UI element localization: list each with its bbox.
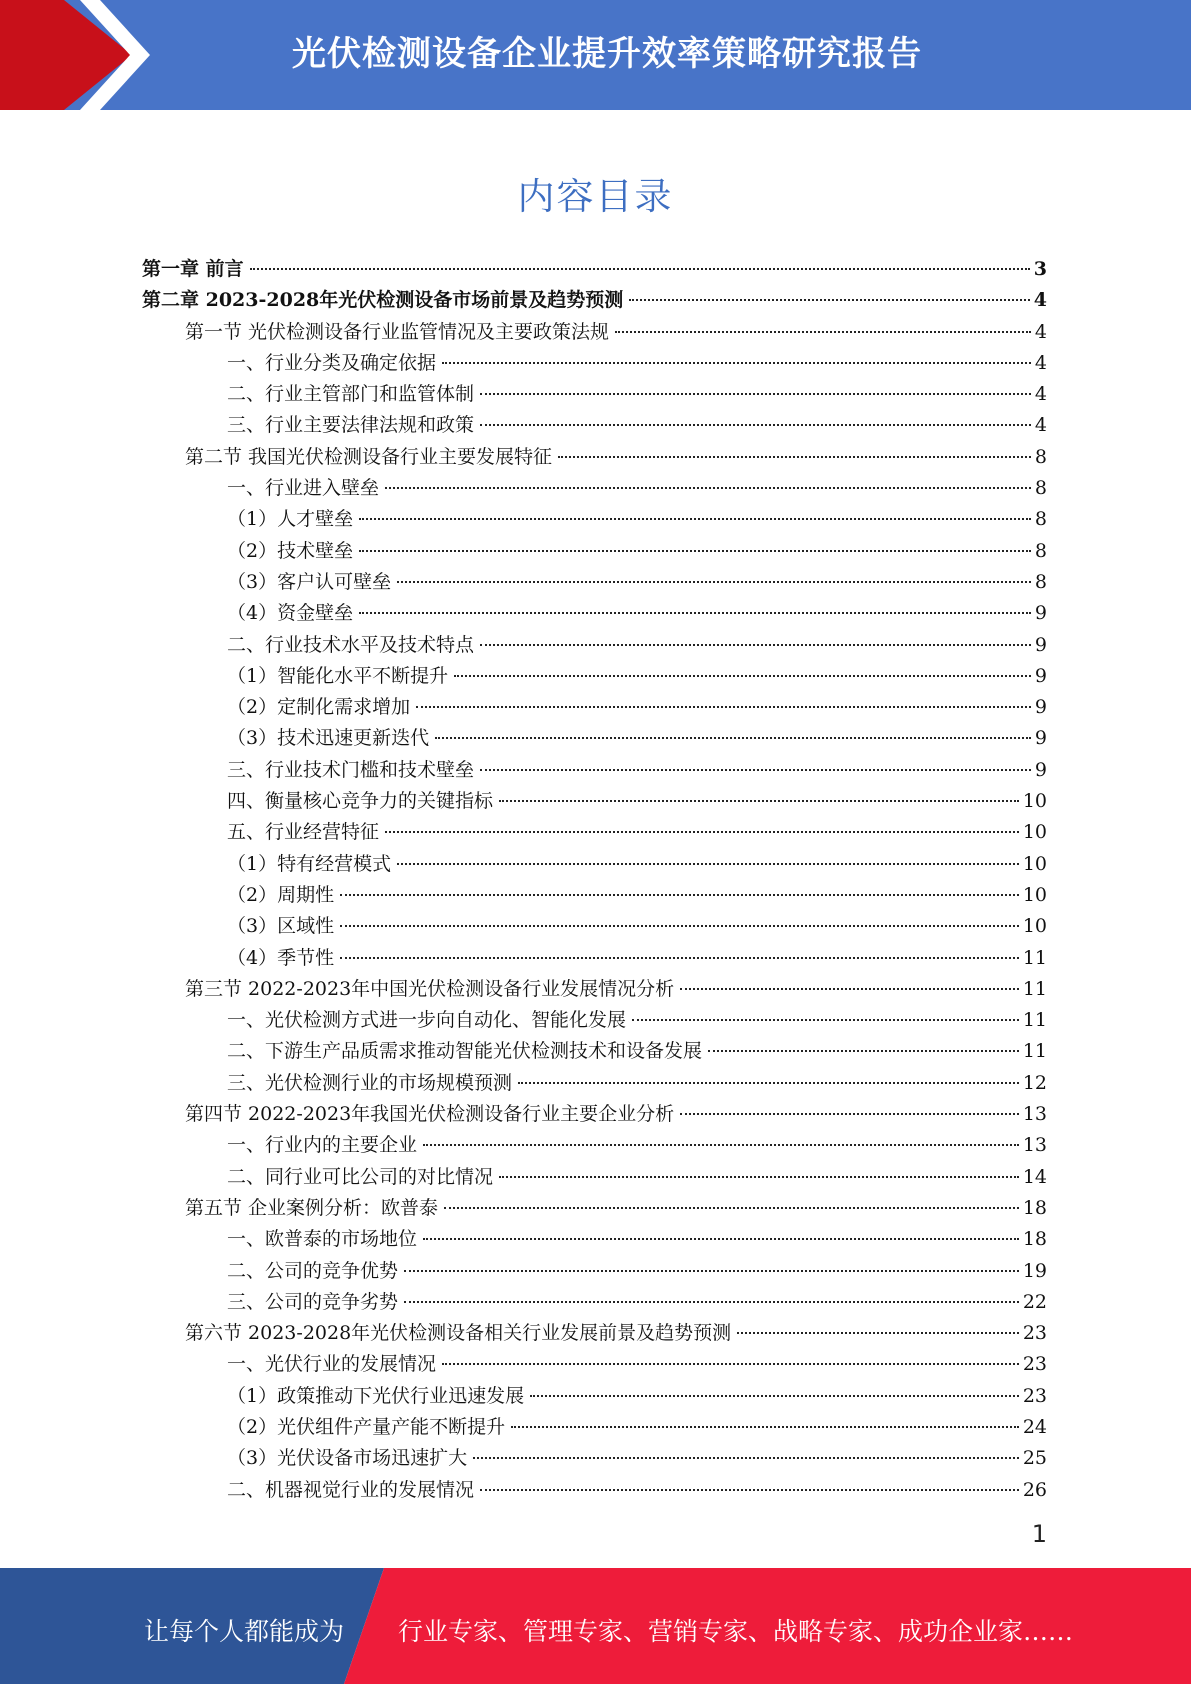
toc-entry[interactable] (0, 348, 1047, 379)
toc-dot-leader (632, 1018, 1019, 1021)
toc-entry[interactable] (0, 1287, 1047, 1318)
toc-entry[interactable] (0, 1475, 1047, 1506)
toc-dot-leader (340, 893, 1019, 896)
toc-entry[interactable] (0, 504, 1047, 535)
toc-entry-label: 一、欧普泰的市场地位 (227, 1228, 418, 1251)
toc-entry-label: （2）技术壁垒 (227, 539, 354, 562)
toc-entry[interactable] (0, 943, 1047, 974)
toc-entry-page: 9 (1034, 633, 1047, 656)
toc-entry-label: 一、光伏检测方式进一步向自动化、智能化发展 (227, 1009, 627, 1032)
toc-entry[interactable] (0, 1068, 1047, 1099)
toc-entry[interactable] (0, 1443, 1047, 1474)
toc-entry-page: 4 (1034, 414, 1047, 437)
toc-dot-leader (615, 330, 1031, 333)
toc-entry-page: 9 (1034, 696, 1047, 719)
toc-entry[interactable] (0, 661, 1047, 692)
toc-entry[interactable] (0, 1130, 1047, 1161)
toc-entry[interactable] (0, 880, 1047, 911)
toc-entry-page: 11 (1022, 1009, 1047, 1032)
toc-entry-page: 23 (1022, 1353, 1047, 1376)
toc-dot-leader (404, 1300, 1019, 1303)
toc-entry-label: （3）光伏设备市场迅速扩大 (227, 1447, 468, 1470)
toc-entry[interactable] (0, 598, 1047, 629)
toc-dot-leader (480, 423, 1031, 426)
toc-entry-page: 10 (1022, 915, 1047, 938)
toc-entry-label: （3）区域性 (227, 915, 335, 938)
toc-entry[interactable] (0, 442, 1047, 473)
toc-entry-label: 一、光伏行业的发展情况 (227, 1353, 437, 1376)
report-title: 光伏检测设备企业提升效率策略研究报告 (292, 34, 922, 74)
toc-entry-page: 10 (1022, 821, 1047, 844)
toc-entry-page: 9 (1034, 727, 1047, 750)
toc-entry-page: 11 (1022, 1040, 1047, 1063)
toc-entry-page: 9 (1034, 758, 1047, 781)
table-of-contents (0, 254, 1191, 1506)
toc-entry-page: 9 (1034, 602, 1047, 625)
toc-dot-leader (480, 768, 1031, 771)
toc-entry-label: 第五节 企业案例分析：欧普泰 (185, 1196, 439, 1219)
toc-dot-leader (530, 1394, 1019, 1397)
toc-entry-label: 二、行业技术水平及技术特点 (227, 633, 475, 656)
toc-entry-label: 二、机器视觉行业的发展情况 (227, 1478, 475, 1501)
toc-entry-page: 18 (1022, 1228, 1047, 1251)
toc-dot-leader (416, 705, 1031, 708)
toc-dot-leader (480, 643, 1031, 646)
toc-dot-leader (359, 611, 1031, 614)
toc-entry-page: 8 (1034, 477, 1047, 500)
toc-entry-label: （1）特有经营模式 (227, 852, 392, 875)
toc-heading: 内容目录 (517, 175, 674, 218)
toc-entry[interactable] (0, 473, 1047, 504)
toc-dot-leader (423, 1143, 1019, 1146)
toc-dot-leader (480, 1488, 1019, 1491)
toc-entry[interactable] (0, 1349, 1047, 1380)
toc-dot-leader (340, 956, 1019, 959)
toc-dot-leader (518, 1081, 1019, 1084)
toc-entry[interactable] (0, 817, 1047, 848)
toc-entry-page: 10 (1022, 883, 1047, 906)
toc-entry-label: 二、行业主管部门和监管体制 (227, 383, 475, 406)
toc-entry-page: 13 (1022, 1103, 1047, 1126)
toc-entry[interactable] (0, 379, 1047, 410)
footer-slogan-left: 让每个人都能成为 (144, 1617, 345, 1646)
toc-dot-leader (444, 1206, 1019, 1209)
toc-entry[interactable] (0, 1036, 1047, 1067)
toc-entry-label: 第三节 2022-2023年中国光伏检测设备行业发展情况分析 (185, 977, 675, 1000)
toc-entry[interactable] (0, 1224, 1047, 1255)
toc-entry[interactable] (0, 1162, 1047, 1193)
toc-entry[interactable] (0, 849, 1047, 880)
toc-dot-leader (359, 549, 1031, 552)
toc-entry-page: 8 (1034, 570, 1047, 593)
toc-dot-leader (499, 799, 1019, 802)
toc-entry[interactable] (0, 1256, 1047, 1287)
toc-entry-label: 第二节 我国光伏检测设备行业主要发展特征 (185, 445, 553, 468)
toc-entry-page: 26 (1022, 1478, 1047, 1501)
toc-entry-label: 五、行业经营特征 (227, 821, 380, 844)
toc-dot-leader (473, 1456, 1019, 1459)
toc-dot-leader (442, 1362, 1019, 1365)
toc-entry-page: 18 (1022, 1196, 1047, 1219)
toc-entry[interactable] (0, 1381, 1047, 1412)
toc-entry-page: 11 (1022, 946, 1047, 969)
toc-entry-label: （4）季节性 (227, 946, 335, 969)
toc-entry[interactable] (0, 630, 1047, 661)
toc-entry-page: 13 (1022, 1134, 1047, 1157)
toc-entry-page: 12 (1022, 1071, 1047, 1094)
toc-dot-leader (397, 862, 1019, 865)
header-banner (0, 0, 1191, 110)
toc-dot-leader (737, 1331, 1019, 1334)
toc-entry-label: （3）技术迅速更新迭代 (227, 727, 430, 750)
toc-entry[interactable] (0, 567, 1047, 598)
toc-entry[interactable] (0, 1005, 1047, 1036)
toc-entry[interactable] (0, 1099, 1047, 1130)
toc-dot-leader (359, 517, 1031, 520)
footer-banner (0, 1568, 1191, 1684)
toc-entry-label: 第二章 2023-2028年光伏检测设备市场前景及趋势预测 (142, 289, 624, 312)
toc-entry[interactable] (0, 755, 1047, 786)
toc-dot-leader (680, 1112, 1019, 1115)
toc-entry-label: （3）客户认可壁垒 (227, 570, 392, 593)
toc-entry-label: （1）人才壁垒 (227, 508, 354, 531)
toc-entry-label: 二、下游生产品质需求推动智能光伏检测技术和设备发展 (227, 1040, 703, 1063)
toc-dot-leader (442, 361, 1031, 364)
toc-entry[interactable] (0, 1412, 1047, 1443)
toc-dot-leader (454, 674, 1031, 677)
toc-dot-leader (397, 580, 1031, 583)
toc-dot-leader (340, 924, 1019, 927)
toc-entry-page: 4 (1034, 351, 1047, 374)
toc-dot-leader (404, 1269, 1019, 1272)
toc-entry-page: 19 (1022, 1259, 1047, 1282)
toc-dot-leader (629, 298, 1030, 301)
toc-entry-label: （4）资金壁垒 (227, 602, 354, 625)
toc-entry-label: 三、公司的竞争劣势 (227, 1290, 399, 1313)
toc-entry-label: （2）光伏组件产量产能不断提升 (227, 1415, 506, 1438)
toc-entry[interactable] (0, 536, 1047, 567)
toc-entry-page: 23 (1022, 1322, 1047, 1345)
toc-entry[interactable] (0, 317, 1047, 348)
toc-entry-label: 一、行业进入壁垒 (227, 477, 380, 500)
toc-entry-page: 9 (1034, 664, 1047, 687)
toc-entry-label: 第一章 前言 (142, 258, 244, 280)
toc-entry[interactable] (0, 285, 1047, 316)
toc-entry-label: 一、行业分类及确定依据 (227, 351, 437, 374)
toc-entry-page: 11 (1022, 977, 1047, 1000)
toc-entry-label: 第四节 2022-2023年我国光伏检测设备行业主要企业分析 (185, 1103, 675, 1126)
toc-entry-page: 8 (1034, 508, 1047, 531)
toc-dot-leader (423, 1237, 1019, 1240)
toc-entry-label: （1）政策推动下光伏行业迅速发展 (227, 1384, 525, 1407)
toc-dot-leader (480, 392, 1031, 395)
toc-entry-label: 第六节 2023-2028年光伏检测设备相关行业发展前景及趋势预测 (185, 1322, 732, 1345)
toc-entry-label: （2）定制化需求增加 (227, 696, 411, 719)
toc-dot-leader (385, 486, 1031, 489)
toc-entry-label: 三、行业主要法律法规和政策 (227, 414, 475, 437)
page-number: 1 (1031, 1520, 1047, 1548)
toc-dot-leader (680, 987, 1019, 990)
toc-entry-page: 8 (1034, 539, 1047, 562)
toc-dot-leader (558, 455, 1031, 458)
toc-entry[interactable] (0, 1318, 1047, 1349)
toc-entry-label: （1）智能化水平不断提升 (227, 664, 449, 687)
toc-entry-page: 24 (1022, 1415, 1047, 1438)
toc-dot-leader (385, 830, 1019, 833)
toc-entry-label: 三、光伏检测行业的市场规模预测 (227, 1071, 513, 1094)
toc-entry-page: 3 (1033, 258, 1047, 280)
toc-entry[interactable] (0, 974, 1047, 1005)
toc-entry[interactable] (0, 1193, 1047, 1224)
toc-entry-label: 二、公司的竞争优势 (227, 1259, 399, 1282)
toc-dot-leader (708, 1049, 1019, 1052)
toc-entry-label: 三、行业技术门槛和技术壁垒 (227, 758, 475, 781)
toc-entry-label: 一、行业内的主要企业 (227, 1134, 418, 1157)
toc-entry[interactable] (0, 254, 1047, 285)
toc-entry[interactable] (0, 692, 1047, 723)
toc-entry-page: 14 (1022, 1165, 1047, 1188)
toc-dot-leader (250, 267, 1030, 270)
toc-dot-leader (511, 1425, 1019, 1428)
toc-dot-leader (435, 736, 1031, 739)
toc-entry[interactable] (0, 410, 1047, 441)
toc-entry-label: 四、衡量核心竞争力的关键指标 (227, 790, 494, 813)
toc-entry-page: 4 (1034, 383, 1047, 406)
toc-entry-page: 25 (1022, 1447, 1047, 1470)
toc-entry-page: 22 (1022, 1290, 1047, 1313)
toc-entry-page: 8 (1034, 445, 1047, 468)
toc-entry-label: 二、同行业可比公司的对比情况 (227, 1165, 494, 1188)
toc-entry-page: 4 (1033, 289, 1047, 312)
toc-entry[interactable] (0, 786, 1047, 817)
toc-entry[interactable] (0, 911, 1047, 942)
toc-entry-page: 4 (1034, 320, 1047, 343)
toc-entry-page: 10 (1022, 790, 1047, 813)
toc-entry-page: 10 (1022, 852, 1047, 875)
toc-entry-label: 第一节 光伏检测设备行业监管情况及主要政策法规 (185, 320, 610, 343)
toc-entry-label: （2）周期性 (227, 883, 335, 906)
toc-dot-leader (499, 1175, 1019, 1178)
footer-slogan-right: 行业专家、管理专家、营销专家、战略专家、成功企业家…… (398, 1617, 1074, 1646)
toc-entry-page: 23 (1022, 1384, 1047, 1407)
toc-entry[interactable] (0, 723, 1047, 754)
